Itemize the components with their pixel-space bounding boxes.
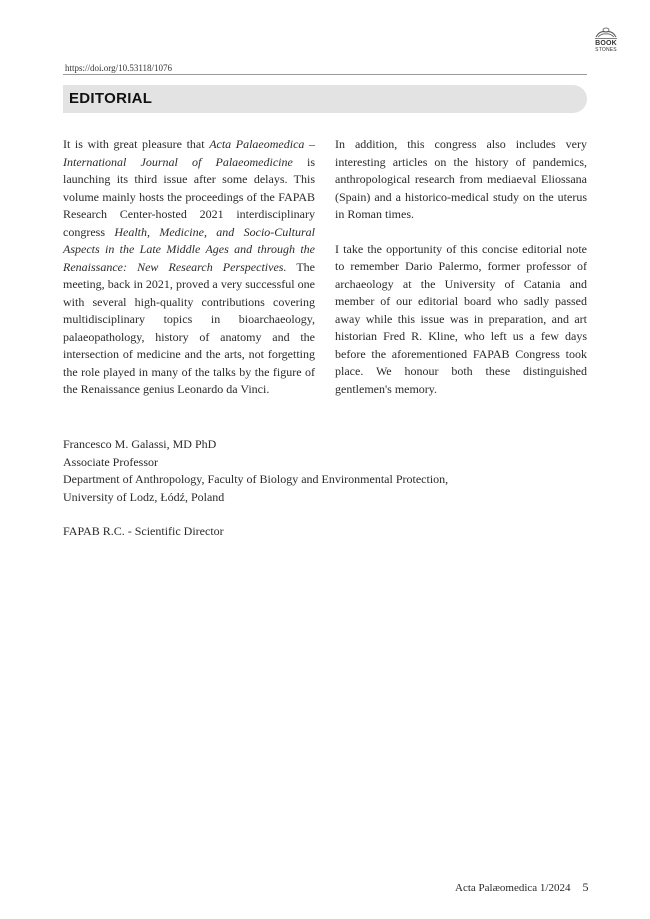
book-stones-logo-icon — [594, 26, 618, 40]
editorial-paragraph-1 — [63, 136, 315, 399]
text-run: The meeting, back in 2021, proved a very successful one with several high-quality contributions covering multidisciplinary topics in bioarchaeology, palaeopathology, history of anatomy and the intersection of medicine and the arts, not forgetting the role played in many of the talks by the figure of the Renaissance genius Leonardo da Vinci. — [63, 259, 315, 396]
author-title: Associate Professor — [63, 454, 158, 469]
editorial-paragraph-2: In addition, this congress also includes very interesting articles on the history of pandemics, anthropological research from mediaeval Eliossana (Spain) and a historico-medical study on the uterus in Roman times. — [335, 137, 587, 221]
right-column — [335, 136, 587, 398]
author-department: Department of Anthropology, Faculty of Biology and Environmental Protection, — [63, 472, 449, 486]
journal-name: Acta Palaeomedica – International Journal of Palaeomedicine — [63, 137, 316, 169]
section-title: EDITORIAL — [69, 90, 153, 107]
text-run: is launching its third issue after some delays. This volume mainly hosts the proceedings of the FAPAB Research Center-hosted 2021 interdisciplinary congress — [63, 154, 315, 239]
left-column — [63, 136, 315, 399]
text-run: It is with great pleasure that — [63, 137, 210, 151]
doi-link[interactable]: https://doi.org/10.53118/1076 — [65, 63, 173, 73]
author-name: Francesco M. Galassi, MD PhD — [63, 437, 217, 451]
header-rule — [63, 74, 587, 75]
section-banner — [63, 85, 587, 113]
logo-text-stones: STONES — [595, 47, 617, 53]
author-university: University of Lodz, Łódź, Poland — [63, 489, 225, 504]
author-signature — [63, 436, 448, 541]
author-role: FAPAB R.C. - Scientific Director — [63, 524, 224, 538]
editorial-paragraph-3: I take the opportunity of this concise editorial note to remember Dario Palermo, former professor of archaeology at the University of Catania and member of our editorial board who sadly passed away while this issue was in preparation, and art historian Fred R. Kline, who left us a few days before the aforementioned FAPAB Congress took place. We honour both these distinguished gentlemen's memory. — [335, 241, 587, 396]
book-stones-logo — [590, 26, 622, 53]
page-footer — [455, 880, 588, 895]
logo-text-book: BOOK — [595, 40, 617, 47]
footer-journal-issue: Acta Palæomedica 1/2024 — [455, 882, 571, 894]
congress-title: Health, Medicine, and Socio-Cultural Aspects in the Late Middle Ages and through the Renaissance: New Research Perspectives. — [63, 224, 315, 274]
page-number: 5 — [582, 880, 589, 894]
